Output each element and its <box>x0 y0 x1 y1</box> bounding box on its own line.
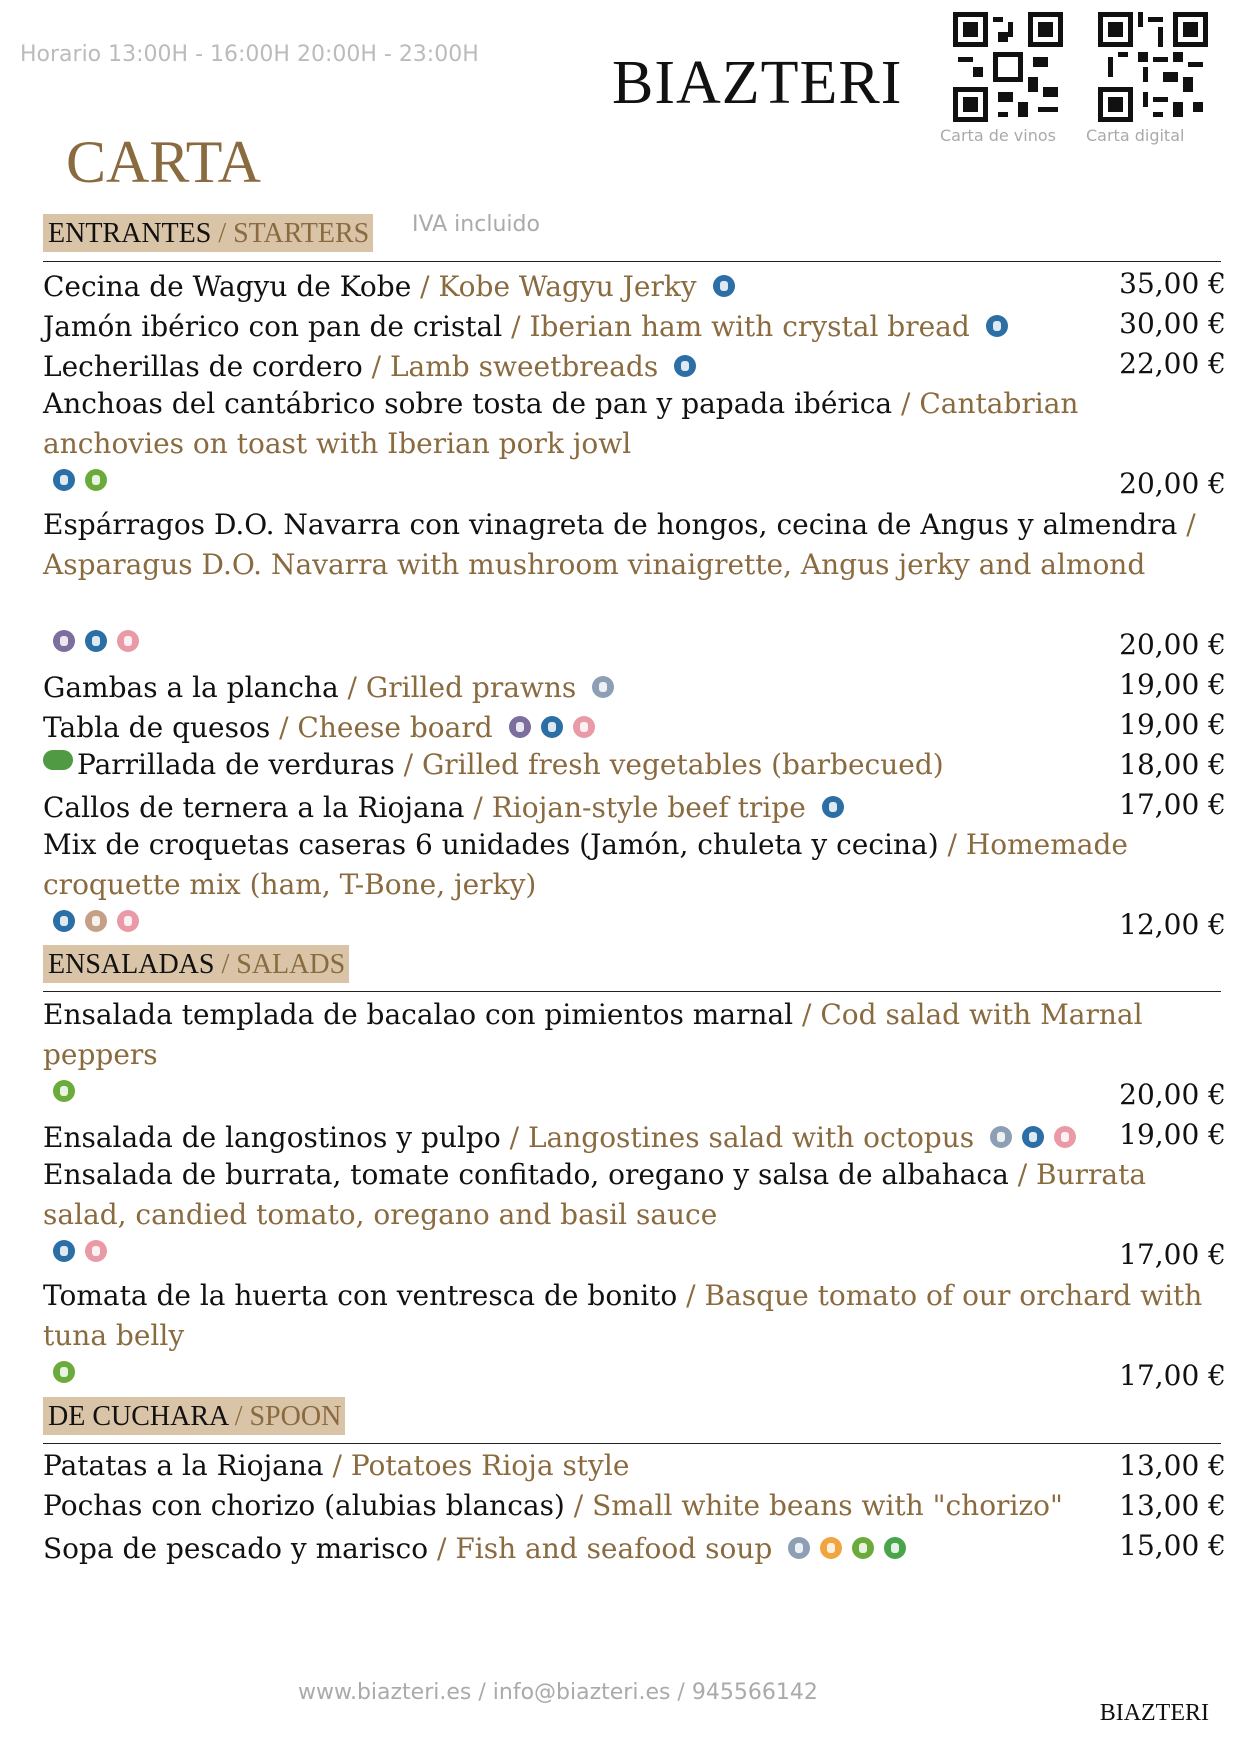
item-name-en: Cheese board <box>297 711 493 744</box>
item-name-es: Pochas con chorizo (alubias blancas) <box>43 1489 565 1522</box>
item-separator: / <box>1177 508 1196 541</box>
item-name-es: Mix de croquetas caseras 6 unidades (Jamón, chuleta y cecina) <box>43 828 939 861</box>
item-name-en: Langostines salad with octopus <box>527 1121 975 1154</box>
egg-icon <box>85 910 107 932</box>
item-separator: / <box>428 1532 456 1565</box>
allergen-icons <box>50 469 114 491</box>
menu-item <box>43 304 1228 347</box>
menu-item <box>43 344 1228 387</box>
item-name-en: Burrata salad, candied tomato, oregano and basil sauce <box>43 1158 1147 1231</box>
milk-icon <box>117 630 139 652</box>
section-heading-separator: / <box>214 949 237 980</box>
milk-icon <box>117 910 139 932</box>
milk-icon <box>1054 1126 1076 1148</box>
fish-icon <box>852 1537 874 1559</box>
wheat-icon <box>85 630 107 652</box>
item-price: 19,00 € <box>1119 1118 1226 1151</box>
item-price: 12,00 € <box>1119 908 1226 941</box>
item-name-es: Callos de ternera a la Riojana <box>43 791 465 824</box>
item-price: 20,00 € <box>1119 1078 1226 1111</box>
section-divider <box>43 1443 1221 1444</box>
item-separator: / <box>1008 1158 1037 1191</box>
item-price: 18,00 € <box>1119 748 1226 781</box>
item-name-es: Sopa de pescado y marisco <box>43 1532 429 1565</box>
wheat-icon <box>822 796 844 818</box>
item-price: 13,00 € <box>1119 1449 1226 1482</box>
item-separator: / <box>938 828 966 861</box>
item-name-en: Cantabrian anchovies on toast with Iberian pork jowl <box>43 387 1079 460</box>
section-heading-es: ENTRANTES <box>48 218 212 249</box>
item-separator: / <box>394 748 422 781</box>
item-name-en: Kobe Wagyu Jerky <box>438 270 697 303</box>
item-separator: / <box>464 791 492 824</box>
item-separator: / <box>338 671 366 704</box>
item-name-es: Tabla de quesos <box>43 711 271 744</box>
menu-item <box>43 1155 1228 1235</box>
section-divider <box>43 991 1221 992</box>
section-heading-en: SPOON <box>249 1401 342 1432</box>
wheat-icon <box>713 275 735 297</box>
menu-item <box>43 665 1228 708</box>
wheat-icon <box>1022 1126 1044 1148</box>
section-heading-en: SALADS <box>236 949 346 980</box>
item-price: 17,00 € <box>1119 788 1226 821</box>
menu-item <box>43 1486 1228 1526</box>
item-name-en: Asparagus D.O. Navarra with mushroom vinaigrette, Angus jerky and almond <box>43 548 1146 581</box>
item-price: 35,00 € <box>1119 267 1226 300</box>
item-name-es: Lecherillas de cordero <box>43 350 363 383</box>
qr-label-wine: Carta de vinos <box>940 126 1056 145</box>
tax-note: IVA incluido <box>412 212 540 237</box>
opening-hours: Horario 13:00H - 16:00H 20:00H - 23:00H <box>20 42 479 67</box>
item-separator: / <box>500 1121 528 1154</box>
fish-icon <box>85 469 107 491</box>
milk-icon <box>573 716 595 738</box>
item-name-es: Gambas a la plancha <box>43 671 339 704</box>
item-price: 19,00 € <box>1119 668 1226 701</box>
crustacean-icon <box>788 1537 810 1559</box>
item-separator: / <box>564 1489 593 1522</box>
allergen-icons <box>50 1361 82 1383</box>
section-heading-salads <box>43 945 349 983</box>
item-name-en: Iberian ham with crystal bread <box>529 310 970 343</box>
menu-item <box>43 1526 1228 1569</box>
item-name-en: Potatoes Rioja style <box>350 1449 630 1482</box>
item-price: 19,00 € <box>1119 708 1226 741</box>
item-name-es: Ensalada de langostinos y pulpo <box>43 1121 501 1154</box>
qr-label-digital: Carta digital <box>1086 126 1185 145</box>
section-heading-spoon <box>43 1397 345 1435</box>
sulfite-icon <box>53 630 75 652</box>
section-heading-separator: / <box>211 218 234 249</box>
wheat-icon <box>986 315 1008 337</box>
menu-item <box>43 384 1123 464</box>
menu-item <box>43 745 1228 785</box>
section-heading-separator: / <box>227 1401 250 1432</box>
allergen-icons <box>50 910 146 932</box>
item-separator: / <box>502 310 530 343</box>
menu-item <box>43 1276 1228 1356</box>
crustacean-icon <box>592 676 614 698</box>
qr-code-digital-menu[interactable] <box>1098 12 1208 122</box>
fish-icon <box>53 1080 75 1102</box>
item-separator: / <box>892 387 920 420</box>
section-heading-es: DE CUCHARA <box>48 1401 228 1432</box>
item-price: 20,00 € <box>1119 467 1226 500</box>
mollusc-icon <box>820 1537 842 1559</box>
item-name-en: Fish and seafood soup <box>455 1532 773 1565</box>
item-name-en: Homemade croquette mix (ham, T-Bone, jerky) <box>43 828 1128 901</box>
section-heading-starters <box>43 214 373 252</box>
item-name-en: Cod salad with Marnal peppers <box>43 998 1143 1071</box>
section-heading-es: ENSALADAS <box>48 949 215 980</box>
item-name-es: Anchoas del cantábrico sobre tosta de pan y papada ibérica <box>43 387 893 420</box>
section-divider <box>43 261 1221 262</box>
milk-icon <box>85 1240 107 1262</box>
wheat-icon <box>53 469 75 491</box>
item-separator: / <box>677 1279 705 1312</box>
menu-item <box>43 785 1228 828</box>
item-separator: / <box>270 711 298 744</box>
item-name-es: Patatas a la Riojana <box>43 1449 324 1482</box>
item-separator: / <box>411 270 439 303</box>
footer-contact: www.biazteri.es / info@biazteri.es / 945566142 <box>298 1680 818 1705</box>
qr-icon <box>1098 12 1208 122</box>
allergen-icons <box>50 630 146 652</box>
fish-icon <box>53 1361 75 1383</box>
item-name-es: Espárragos D.O. Navarra con vinagreta de hongos, cecina de Angus y almendra <box>43 508 1178 541</box>
section-heading-en: STARTERS <box>233 218 370 249</box>
item-separator: / <box>362 350 390 383</box>
item-name-en: Grilled prawns <box>365 671 577 704</box>
item-name-en: Basque tomato of our orchard with tuna belly <box>43 1279 1203 1352</box>
qr-code-wine-list[interactable] <box>953 12 1063 122</box>
item-price: 17,00 € <box>1119 1238 1226 1271</box>
item-name-es: Ensalada de burrata, tomate confitado, oregano y salsa de albahaca <box>43 1158 1009 1191</box>
item-price: 15,00 € <box>1119 1529 1226 1562</box>
item-price: 20,00 € <box>1119 628 1226 661</box>
item-name-es: Jamón ibérico con pan de cristal <box>43 310 503 343</box>
footer-brand: BIAZTERI <box>1099 1700 1209 1726</box>
item-separator: / <box>793 998 821 1031</box>
wheat-icon <box>541 716 563 738</box>
menu-item <box>43 825 1228 905</box>
menu-item <box>43 264 1228 307</box>
item-name-en: Riojan-style beef tripe <box>491 791 806 824</box>
menu-item <box>43 995 1228 1075</box>
brand-logo: BIAZTERI <box>612 49 903 117</box>
qr-icon <box>953 12 1063 122</box>
crustacean-icon <box>990 1126 1012 1148</box>
item-name-es: Ensalada templada de bacalao con pimientos marnal <box>43 998 794 1031</box>
wheat-icon <box>53 910 75 932</box>
allergen-icons <box>50 1240 114 1262</box>
menu-item <box>43 1115 1228 1158</box>
item-price: 13,00 € <box>1119 1489 1226 1522</box>
menu-item <box>43 705 1228 748</box>
item-name-es: Tomata de la huerta con ventresca de bonito <box>43 1279 678 1312</box>
item-name-es: Cecina de Wagyu de Kobe <box>43 270 412 303</box>
wheat-icon <box>674 355 696 377</box>
item-price: 17,00 € <box>1119 1359 1226 1392</box>
vegetable-icon <box>43 750 73 770</box>
menu-item <box>43 505 1228 585</box>
item-separator: / <box>323 1449 351 1482</box>
item-name-en: Grilled fresh vegetables (barbecued) <box>421 748 944 781</box>
allergen-icons <box>50 1080 82 1102</box>
page-title: CARTA <box>66 129 261 195</box>
vegan-icon <box>884 1537 906 1559</box>
wheat-icon <box>53 1240 75 1262</box>
item-price: 30,00 € <box>1119 307 1226 340</box>
item-price: 22,00 € <box>1119 347 1226 380</box>
sulfite-icon <box>509 716 531 738</box>
menu-item <box>43 1446 1228 1486</box>
item-name-es: Parrillada de verduras <box>77 748 395 781</box>
item-name-en: Lamb sweetbreads <box>389 350 659 383</box>
item-name-en: Small white beans with "chorizo" <box>592 1489 1063 1522</box>
